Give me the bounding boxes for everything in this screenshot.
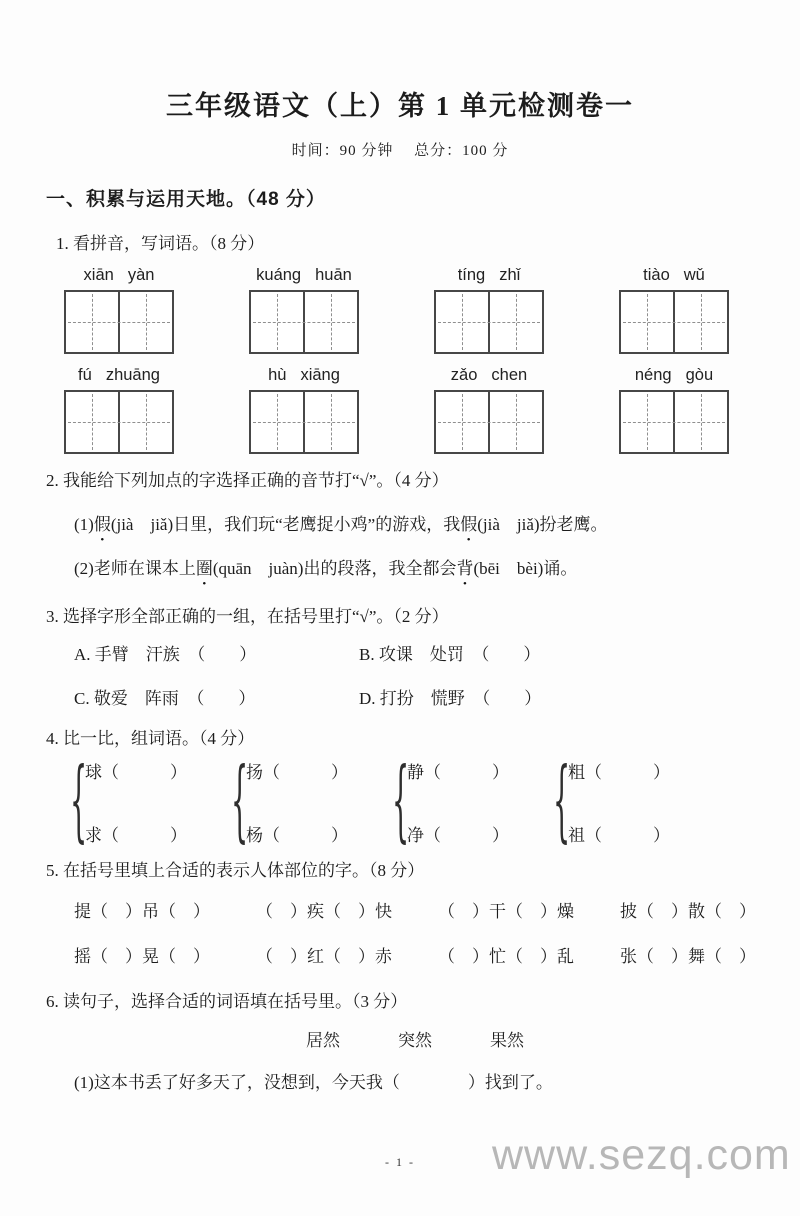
question-2-item-2: (2)老师在课本上圈(quān juàn)出的段落，我全都会背(bēi bèi)诵。 — [74, 554, 800, 579]
fill-blank-phrase: 提（ ）吊（ ） — [74, 902, 210, 921]
option-d: D. 打扮 慌野 （ ） — [359, 689, 542, 708]
pinyin-label: hù xiāng — [268, 366, 340, 384]
word-bank — [0, 1026, 800, 1051]
pair-top: 粗（ ） — [568, 763, 670, 782]
pinyin-group — [64, 363, 174, 454]
section-heading: 一、积累与运用天地。（48 分） — [46, 189, 326, 210]
question-6-label: 6. 读句子，选择合适的词语填在括号里。（3 分） — [46, 992, 408, 1011]
pair-bottom: 祖（ ） — [568, 826, 670, 845]
grid-cell — [436, 392, 488, 452]
pinyin-group — [619, 263, 729, 354]
word-bank-item: 突然 — [398, 1031, 432, 1050]
pinyin-row-1 — [64, 263, 800, 354]
pinyin-label: xiān yàn — [83, 266, 155, 284]
writing-grid — [249, 290, 359, 354]
test-paper-page — [0, 84, 800, 1216]
fill-blank-phrase: （ ）干（ ）燥 — [438, 902, 574, 921]
grid-cell — [118, 292, 172, 352]
pinyin-group — [434, 363, 544, 454]
word-pair-group — [392, 750, 509, 854]
dotted-char: 背 — [456, 559, 474, 578]
pinyin-label: tíng zhǐ — [457, 266, 521, 284]
time-score-line: 时间：90 分钟 总分：100 分 — [291, 143, 509, 159]
question-3-options — [74, 640, 694, 709]
grid-cell — [251, 292, 303, 352]
pinyin-group — [64, 263, 174, 354]
grid-cell — [621, 392, 673, 452]
grid-cell — [118, 392, 172, 452]
pair-bottom: 净（ ） — [407, 826, 509, 845]
grid-cell — [66, 392, 118, 452]
writing-grid — [434, 390, 544, 454]
grid-cell — [621, 292, 673, 352]
pair-top: 静（ ） — [407, 763, 509, 782]
pinyin-group — [249, 363, 359, 454]
pair-bottom: 求（ ） — [85, 826, 187, 845]
dotted-char: 假 — [460, 515, 478, 534]
grid-cell — [488, 292, 542, 352]
fill-blank-phrase: 摇（ ）晃（ ） — [74, 947, 210, 966]
watermark: www.sezq.com — [492, 1131, 791, 1179]
question-1-label: 1. 看拼音，写词语。（8 分） — [56, 234, 265, 253]
fill-blank-phrase: 披（ ）散（ ） — [620, 902, 756, 921]
word-bank-item: 居然 — [306, 1031, 340, 1050]
word-pair-group — [231, 750, 348, 854]
grid-cell — [303, 292, 357, 352]
writing-grid — [619, 390, 729, 454]
pinyin-label: kuáng huān — [256, 266, 352, 284]
question-5-label: 5. 在括号里填上合适的表示人体部位的字。（8 分） — [46, 861, 425, 880]
grid-cell — [303, 392, 357, 452]
option-c: C. 敬爱 阵雨 （ ） — [74, 689, 256, 708]
pinyin-group — [434, 263, 544, 354]
question-4-pairs — [70, 750, 800, 854]
pinyin-label: néng gòu — [634, 366, 714, 384]
question-2-item-1: (1)假(jià jiǎ)日里，我们玩“老鹰捉小鸡”的游戏，我假(jià jiǎ)扮老鹰。 — [74, 510, 800, 535]
dotted-char: 假 — [93, 515, 111, 534]
option-a: A. 手臂 汗族 （ ） — [74, 645, 257, 664]
pinyin-group — [249, 263, 359, 354]
fill-blank-phrase: 张（ ）舞（ ） — [620, 947, 756, 966]
dotted-char: 圈 — [195, 559, 213, 578]
option-b: B. 攻课 处罚 （ ） — [359, 645, 541, 664]
question-3-label: 3. 选择字形全部正确的一组，在括号里打“√”。（2 分） — [46, 607, 449, 626]
pinyin-label: zǎo chen — [450, 366, 528, 384]
writing-grid — [249, 390, 359, 454]
question-5-row-1 — [74, 897, 756, 922]
pinyin-group — [619, 363, 729, 454]
fill-blank-phrase: （ ）疾（ ）快 — [256, 902, 392, 921]
brace-icon: { — [70, 750, 88, 854]
pinyin-row-2 — [64, 363, 800, 454]
writing-grid — [434, 290, 544, 354]
pair-top: 球（ ） — [85, 763, 187, 782]
question-2-label: 2. 我能给下列加点的字选择正确的音节打“√”。（4 分） — [46, 471, 449, 490]
paper-title: 三年级语文（上）第 1 单元检测卷一 — [166, 91, 634, 121]
pinyin-label: fú zhuāng — [78, 366, 160, 384]
fill-blank-phrase: （ ）忙（ ）乱 — [438, 947, 574, 966]
writing-grid — [64, 290, 174, 354]
grid-cell — [488, 392, 542, 452]
brace-icon: { — [553, 750, 571, 854]
grid-cell — [673, 292, 727, 352]
writing-grid — [64, 390, 174, 454]
word-pair-group — [553, 750, 670, 854]
grid-cell — [436, 292, 488, 352]
question-4-label: 4. 比一比，组词语。（4 分） — [46, 729, 255, 748]
word-bank-item: 果然 — [490, 1031, 524, 1050]
brace-icon: { — [231, 750, 249, 854]
question-6-item-1: (1)这本书丢了好多天了，没想到，今天我（ ）找到了。 — [74, 1073, 553, 1092]
pinyin-label: tiào wǔ — [643, 266, 705, 284]
brace-icon: { — [392, 750, 410, 854]
grid-cell — [66, 292, 118, 352]
grid-cell — [251, 392, 303, 452]
grid-cell — [673, 392, 727, 452]
writing-grid — [619, 290, 729, 354]
question-5-row-2 — [74, 942, 756, 967]
page-number: - 1 - — [385, 1155, 415, 1169]
pair-top: 扬（ ） — [246, 763, 348, 782]
word-pair-group — [70, 750, 187, 854]
fill-blank-phrase: （ ）红（ ）赤 — [256, 947, 392, 966]
pair-bottom: 杨（ ） — [246, 826, 348, 845]
